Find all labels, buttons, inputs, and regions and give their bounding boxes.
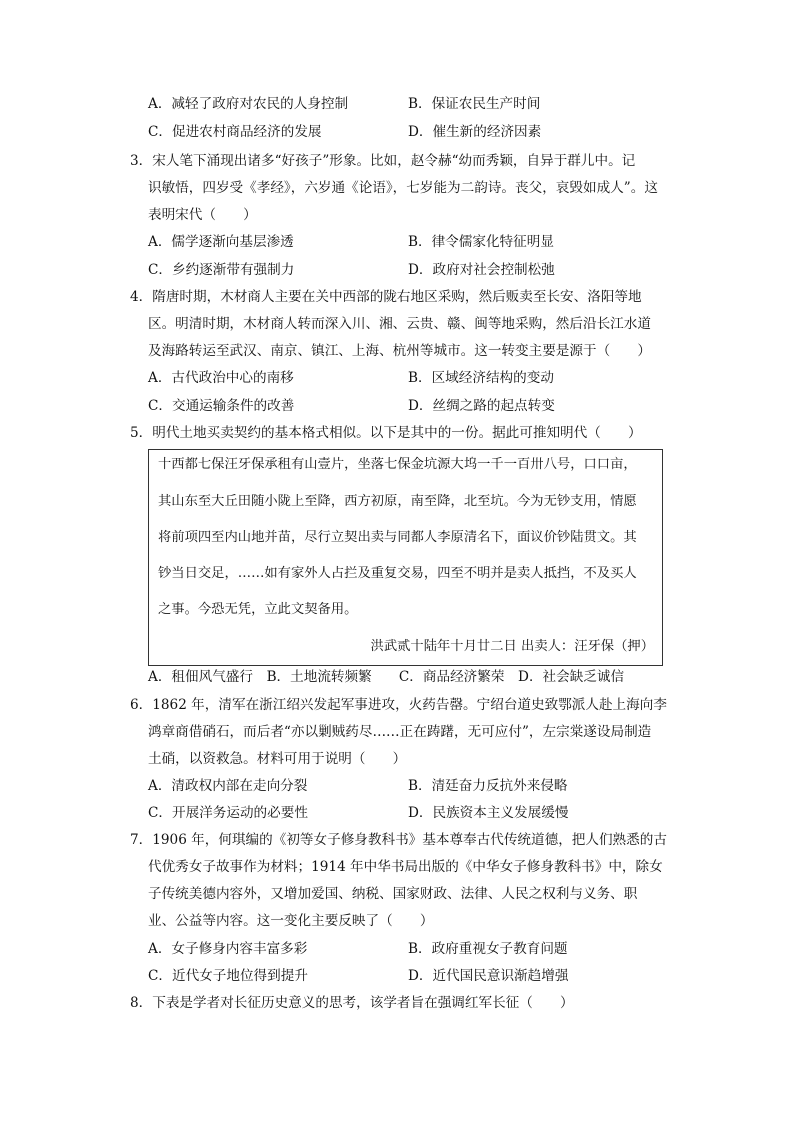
q5-stem: 5．明代土地买卖契约的基本格式相似。以下是其中的一份。据此可推知明代（ ） [130, 425, 642, 441]
q6-option-d: D．民族资本主义发展缓慢 [408, 805, 569, 821]
q2-option-c: C．促进农村商品经济的发展 [148, 124, 322, 140]
q4-option-b: B．区域经济结构的变动 [408, 370, 554, 386]
q5-box-line-2: 其山东至大丘田随小陇上至降，西方初原，南至降，北至坑。今为无钞支用，情愿 [158, 494, 637, 509]
q6-stem-line-3: 土硝，以资救急。材料可用于说明（ ） [148, 751, 407, 767]
q6-option-c: C．开展洋务运动的必要性 [148, 805, 308, 821]
q3-option-d: D．政府对社会控制松弛 [408, 262, 555, 278]
q3-option-c: C．乡约逐渐带有强制力 [148, 262, 295, 278]
q7-stem-line-2: 代优秀女子故事作为材料；1914 年中华书局出版的《中华女子修身教科书》中，除女 [148, 859, 663, 875]
q3-stem-line-2: 识敏悟，四岁受《孝经》，六岁通《论语》，七岁能为二韵诗。丧父，哀毁如成人”。这 [148, 180, 658, 196]
q4-option-a: A．古代政治中心的南移 [148, 370, 294, 386]
q3-option-a: A．儒学逐渐向基层渗透 [148, 234, 294, 250]
q3-stem-line-3: 表明宋代（ ） [148, 207, 257, 223]
q7-stem-line-1: 7．1906 年，何琪编的《初等女子修身教科书》基本尊奉古代传统道德，把人们熟悉的古 [130, 832, 667, 848]
q7-stem-line-3: 子传统美德内容外，又增加爱国、纳税、国家财政、法律、人民之权利与义务、职 [148, 886, 638, 902]
q2-option-a: A．减轻了政府对农民的人身控制 [148, 96, 349, 112]
q4-stem-line-1: 4．隋唐时期，木材商人主要在关中西部的陇右地区采购，然后贩卖至长安、洛阳等地 [130, 289, 642, 305]
q8-stem: 8．下表是学者对长征历史意义的思考，该学者旨在强调红军长征（ ） [130, 995, 574, 1011]
q5-options: A．租佃风气盛行 B．土地流转频繁 C．商品经济繁荣 D．社会缺乏诚信 [148, 669, 625, 685]
q7-option-a: A．女子修身内容丰富多彩 [148, 941, 308, 957]
q7-option-c: C．近代女子地位得到提升 [148, 968, 308, 984]
q3-stem-line-1: 3．宋人笔下涌现出诸多“好孩子”形象。比如，赵令赫“幼而秀颖，自异于群儿中。记 [130, 153, 636, 169]
q5-source-box [148, 449, 663, 666]
q5-box-line-4: 钞当日交足，……如有家外人占拦及重复交易，四至不明并是卖人抵挡，不及买人 [158, 566, 637, 581]
q4-option-c: C．交通运输条件的改善 [148, 398, 295, 414]
q7-option-b: B．政府重视女子教育问题 [408, 941, 568, 957]
q5-contract-signature: 洪武贰十陆年十月廿二日 出卖人：汪牙保（押） [370, 639, 654, 654]
q2-option-d: D．催生新的经济因素 [408, 124, 542, 140]
q5-box-line-5: 之事。今恐无凭，立此文契备用。 [158, 602, 358, 617]
q4-stem-line-3: 及海路转运至武汉、南京、镇江、上海、杭州等城市。这一转变主要是源于（ ） [148, 343, 651, 359]
q6-stem-line-2: 鸿章商借硝石，而后者“亦以剿贼药尽……正在踌躇，无可应付”，左宗棠遂设局制造 [148, 724, 652, 740]
q3-option-b: B．律令儒家化特征明显 [408, 234, 554, 250]
q6-option-b: B．清廷奋力反抗外来侵略 [408, 778, 568, 794]
q4-stem-line-2: 区。明清时期，木材商人转而深入川、湘、云贵、赣、闽等地采购，然后沿长江水道 [148, 316, 651, 332]
q6-option-a: A．清政权内部在走向分裂 [148, 778, 308, 794]
q2-option-b: B．保证农民生产时间 [408, 96, 541, 112]
q7-stem-line-4: 业、公益等内容。这一变化主要反映了（ ） [148, 913, 434, 929]
q5-box-line-1: 十西都七保汪牙保承租有山壹片，坐落七保金坑源大坞一千一百卅八号，口口亩， [158, 457, 637, 472]
q4-option-d: D．丝绸之路的起点转变 [408, 398, 555, 414]
q7-option-d: D．近代国民意识渐趋增强 [408, 968, 569, 984]
q6-stem-line-1: 6．1862 年，清军在浙江绍兴发起军事进攻，火药告罄。宁绍台道史致鄂派人赴上海向李 [130, 697, 667, 713]
q5-box-line-3: 将前项四至内山地并苗，尽行立契出卖与同都人李原清名下，面议价钞陆贯文。其 [158, 530, 637, 545]
